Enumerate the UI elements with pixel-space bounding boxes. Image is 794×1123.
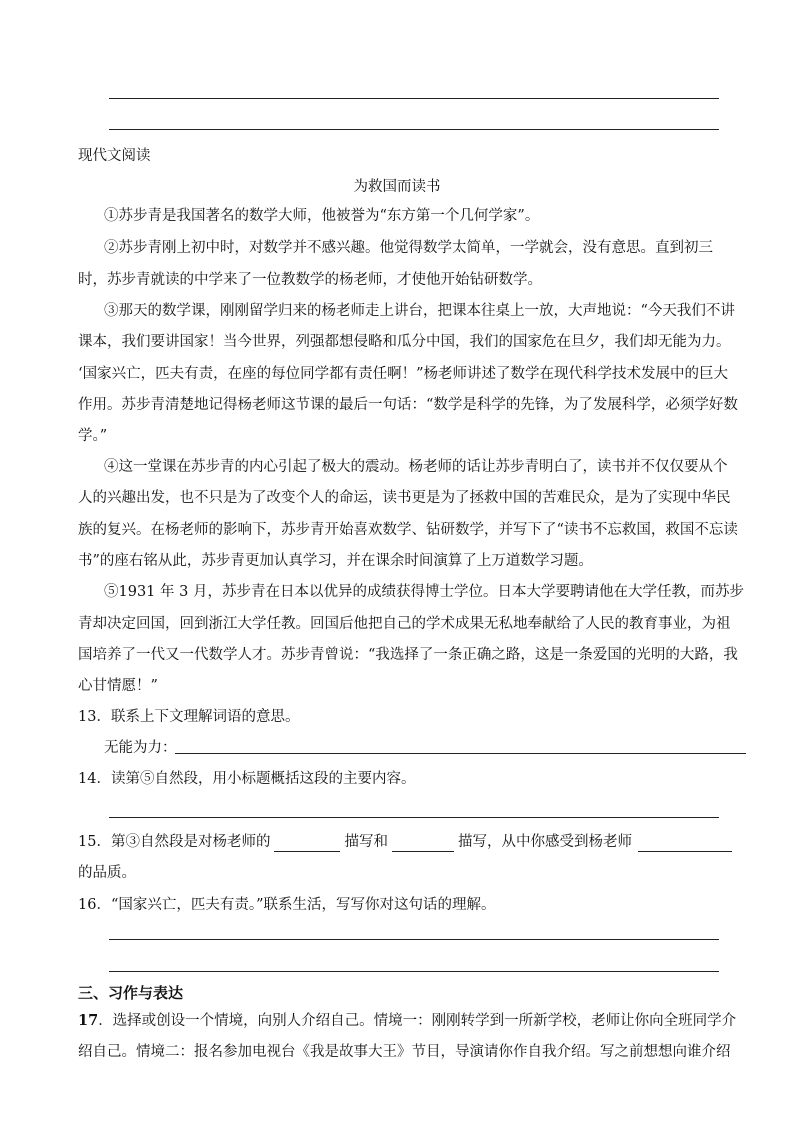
section-heading: 三、习作与表达 <box>78 984 184 1002</box>
question-17-line <box>78 1011 736 1031</box>
passage-line: 时，苏步青就读的中学来了一位教数学的杨老师，才使他开始钻研数学。 <box>78 272 542 288</box>
question-17-line: 绍自己。情境二：报名参加电视台《我是故事大王》节目，导演请你作自我介绍。写之前想想向谁介绍 <box>78 1044 731 1060</box>
passage-line: ③那天的数学课，刚刚留学归来的杨老师走上讲台，把课本往桌上一放，大声地说：“今天我们不讲 <box>104 303 735 319</box>
question-15-part: 描写，从中你感受到杨老师 <box>457 834 632 850</box>
passage-line: ⑤1931 年 3 月，苏步青在日本以优异的成绩获得博士学位。日本大学要聘请他在大学任教，而苏步 <box>104 584 744 600</box>
passage-line: ①苏步青是我国著名的数学大师，他被誉为“东方第一个几何学家”。 <box>104 208 540 224</box>
question-17-text: ．选择或创设一个情境，向别人介绍自己。情境一：刚刚转学到一所新学校，老师让你向全班同学介 <box>98 1013 737 1029</box>
answer-line[interactable] <box>175 753 746 754</box>
answer-blank[interactable] <box>638 835 732 852</box>
passage-title: 为救国而读书 <box>353 179 441 195</box>
passage-line: 青却决定回国，回到浙江大学任教。回国后他把自己的学术成果无私地奉献给了人民的教育事业，为祖 <box>78 616 731 632</box>
passage-line: 族的复兴。在杨老师的影响下，苏步青开始喜欢数学、钻研数学，并写下了“读书不忘救国，救国不忘读 <box>78 522 738 538</box>
question-15-part: 描写和 <box>344 834 388 850</box>
answer-line[interactable] <box>109 817 719 818</box>
question-13: 13．联系上下文理解词语的意思。 <box>78 709 300 725</box>
question-13-term: 无能为力： <box>104 740 177 756</box>
passage-line: ②苏步青刚上初中时，对数学并不感兴趣。他觉得数学太简单，一学就会，没有意思。直到初三 <box>104 240 713 256</box>
answer-line[interactable] <box>109 939 719 940</box>
question-14: 14．读第⑤自然段，用小标题概括这段的主要内容。 <box>78 771 416 787</box>
passage-line: 人的兴趣出发，也不只是为了改变个人的命运，读书更是为了拯救中国的苦难民众，是为了实现中华民 <box>78 490 731 506</box>
passage-line: 课本，我们要讲国家！当今世界，列强都想侵略和瓜分中国，我们的国家危在旦夕，我们却无能为力。 <box>78 334 731 350</box>
question-15 <box>78 832 732 852</box>
question-17-number: 17 <box>78 1012 99 1029</box>
passage-line: 心甘情愿！” <box>78 678 158 694</box>
passage-line: 国培养了一代又一代数学人才。苏步青曾说：“我选择了一条正确之路，这是一条爱国的光明的大路，我 <box>78 647 738 663</box>
question-15-part: 15．第③自然段是对杨老师的 <box>78 834 271 850</box>
question-15-end: 的品质。 <box>78 865 136 881</box>
passage-line: ‘国家兴亡，匹夫有责，在座的每位同学都有责任啊！”杨老师讲述了数学在现代科学技术发展中的巨大 <box>78 366 729 382</box>
answer-line[interactable] <box>109 971 719 972</box>
answer-line[interactable] <box>109 98 719 99</box>
question-16: 16．“国家兴亡，匹夫有责。”联系生活，写写你对这句话的理解。 <box>78 897 496 913</box>
answer-blank[interactable] <box>274 835 340 852</box>
section-label: 现代文阅读 <box>78 148 151 164</box>
passage-line: 学。” <box>78 428 108 444</box>
passage-line: ④这一堂课在苏步青的内心引起了极大的震动。杨老师的话让苏步青明白了，读书并不仅仅要从个 <box>104 459 728 475</box>
passage-line: 书”的座右铭从此，苏步青更加认真学习，并在课余时间演算了上万道数学习题。 <box>78 553 593 569</box>
answer-line[interactable] <box>109 129 719 130</box>
passage-line: 作用。苏步青清楚地记得杨老师这节课的最后一句话：“数学是科学的先锋，为了发展科学，必须学好数 <box>78 397 738 413</box>
answer-blank[interactable] <box>392 835 454 852</box>
